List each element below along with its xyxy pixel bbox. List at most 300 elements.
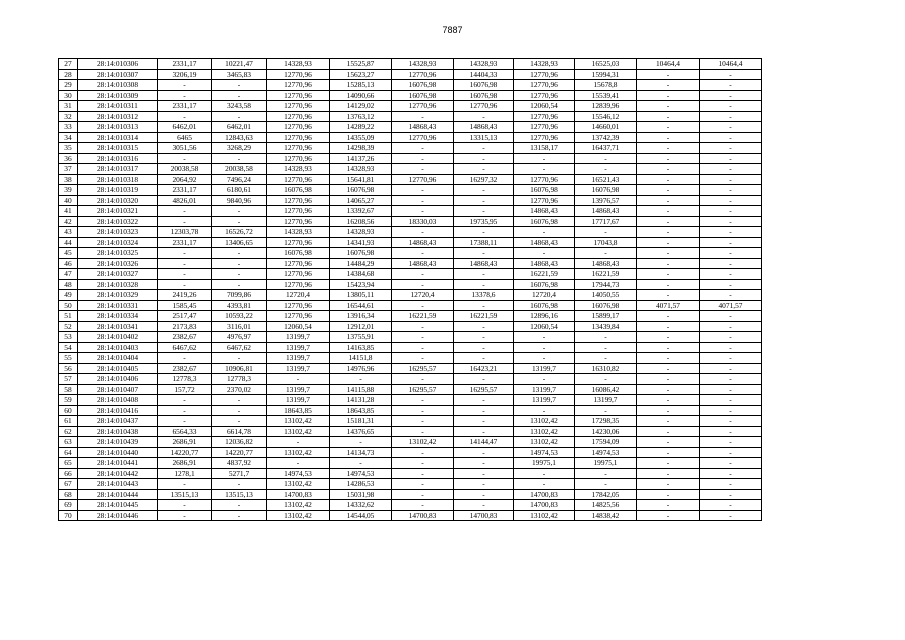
table-cell: - [637, 174, 700, 185]
table-cell: - [700, 342, 762, 353]
table-cell: 12770,96 [267, 153, 330, 164]
table-cell: - [637, 216, 700, 227]
table-cell: 15678,8 [575, 80, 637, 91]
table-cell: 6467,62 [212, 342, 267, 353]
table-cell: - [392, 143, 454, 154]
table-cell: - [575, 468, 637, 479]
table-row [59, 374, 762, 385]
table-cell: - [212, 153, 267, 164]
table-row [59, 132, 762, 143]
table-cell: - [158, 405, 212, 416]
table-cell: - [700, 237, 762, 248]
table-cell: 28 [59, 69, 78, 80]
table-cell: - [212, 269, 267, 280]
table-row [59, 174, 762, 185]
table-cell: 66 [59, 468, 78, 479]
table-cell: 2331,17 [158, 185, 212, 196]
table-cell: 16076,98 [454, 90, 514, 101]
table-cell: 14976,96 [330, 363, 392, 374]
table-cell: 12036,82 [212, 437, 267, 448]
table-cell: 16076,98 [575, 185, 637, 196]
table-cell: 13976,57 [575, 195, 637, 206]
table-cell: 55 [59, 353, 78, 364]
table-cell: - [637, 458, 700, 469]
table-cell: - [514, 153, 575, 164]
table-row [59, 332, 762, 343]
table-cell: 18330,03 [392, 216, 454, 227]
table-cell: - [514, 227, 575, 238]
table-cell: 12770,96 [267, 80, 330, 91]
table-cell: - [514, 468, 575, 479]
table-cell: 12770,96 [267, 258, 330, 269]
table-cell: 28:14:010439 [78, 437, 158, 448]
table-cell: 28:14:010318 [78, 174, 158, 185]
table-row [59, 122, 762, 133]
table-cell: 16076,98 [514, 216, 575, 227]
table-cell: 6462,01 [212, 122, 267, 133]
table-cell: - [575, 332, 637, 343]
table-row [59, 258, 762, 269]
table-cell: 1585,45 [158, 300, 212, 311]
table-cell: - [637, 426, 700, 437]
table-cell: - [392, 447, 454, 458]
table-cell: 28:14:010321 [78, 206, 158, 217]
table-row [59, 363, 762, 374]
table-cell: 28:14:010446 [78, 510, 158, 521]
table-cell: 2331,17 [158, 237, 212, 248]
table-row [59, 405, 762, 416]
table-cell: - [700, 311, 762, 322]
table-cell: - [454, 279, 514, 290]
table-cell: 12896,16 [514, 311, 575, 322]
table-cell: - [700, 195, 762, 206]
table-cell: 14115,88 [330, 384, 392, 395]
table-cell: 16437,71 [575, 143, 637, 154]
table-cell: 28:14:010323 [78, 227, 158, 238]
table-cell: 28:14:010341 [78, 321, 158, 332]
table-cell: 17842,05 [575, 489, 637, 500]
table-cell: 44 [59, 237, 78, 248]
table-cell: - [637, 374, 700, 385]
table-cell: - [575, 353, 637, 364]
table-cell: - [700, 174, 762, 185]
table-cell: - [212, 353, 267, 364]
table-cell: - [700, 143, 762, 154]
table-cell: - [158, 111, 212, 122]
table-cell: 13755,91 [330, 332, 392, 343]
table-cell: 14286,53 [330, 479, 392, 490]
table-cell: 28:14:010315 [78, 143, 158, 154]
table-row [59, 489, 762, 500]
table-cell: 2331,17 [158, 101, 212, 112]
table-cell: - [700, 132, 762, 143]
table-cell: - [158, 416, 212, 427]
table-cell: 14328,93 [267, 227, 330, 238]
table-cell: - [392, 374, 454, 385]
table-cell: - [700, 122, 762, 133]
table-cell: - [575, 227, 637, 238]
table-cell: - [637, 332, 700, 343]
table-cell: - [575, 374, 637, 385]
table-cell: 4826,01 [158, 195, 212, 206]
table-cell: - [700, 500, 762, 511]
table-cell: 67 [59, 479, 78, 490]
table-cell: - [637, 101, 700, 112]
table-cell: 14144,47 [454, 437, 514, 448]
table-cell: - [454, 111, 514, 122]
table-cell: 12303,78 [158, 227, 212, 238]
table-cell: 28:14:010444 [78, 489, 158, 500]
table-cell: 52 [59, 321, 78, 332]
table-cell: 16423,21 [454, 363, 514, 374]
table-cell: - [392, 342, 454, 353]
table-cell: - [330, 458, 392, 469]
table-cell: 12770,96 [392, 174, 454, 185]
table-cell: - [454, 468, 514, 479]
table-cell: 14868,43 [392, 122, 454, 133]
table-cell: 13158,17 [514, 143, 575, 154]
table-cell: 12770,96 [514, 80, 575, 91]
table-cell: - [158, 153, 212, 164]
table-cell: - [637, 363, 700, 374]
table-cell: 13102,42 [392, 437, 454, 448]
table-cell: - [158, 510, 212, 521]
table-row [59, 458, 762, 469]
table-cell: 28:14:010403 [78, 342, 158, 353]
table-cell: 28:14:010407 [78, 384, 158, 395]
table-cell: - [637, 195, 700, 206]
table-cell: - [575, 248, 637, 259]
table-cell: - [392, 500, 454, 511]
table-cell: 28:14:010312 [78, 111, 158, 122]
table-cell: 16086,42 [575, 384, 637, 395]
table-cell: 12770,96 [267, 69, 330, 80]
table-cell: 31 [59, 101, 78, 112]
table-cell: 13378,6 [454, 290, 514, 301]
table-row [59, 479, 762, 490]
table-cell: 28:14:010328 [78, 279, 158, 290]
table-cell: 28:14:010307 [78, 69, 158, 80]
table-cell: - [212, 258, 267, 269]
table-cell: 14868,43 [514, 258, 575, 269]
table-cell: 16297,32 [454, 174, 514, 185]
table-cell: 2382,67 [158, 332, 212, 343]
table-row [59, 216, 762, 227]
table-cell: - [454, 416, 514, 427]
table-cell: - [392, 279, 454, 290]
table-cell: 50 [59, 300, 78, 311]
table-cell: 28:14:010438 [78, 426, 158, 437]
table-cell: 2173,83 [158, 321, 212, 332]
table-cell: - [392, 164, 454, 175]
table-cell: - [575, 405, 637, 416]
table-cell: 9840,96 [212, 195, 267, 206]
table-cell: - [158, 90, 212, 101]
table-cell: 12770,96 [267, 300, 330, 311]
table-cell: 6614,78 [212, 426, 267, 437]
table-cell: - [158, 80, 212, 91]
table-cell: 14230,06 [575, 426, 637, 437]
table-cell: 16076,98 [267, 248, 330, 259]
table-cell: 13199,7 [267, 353, 330, 364]
table-cell: - [454, 374, 514, 385]
table-cell: - [454, 227, 514, 238]
table-cell: - [637, 321, 700, 332]
table-cell: - [392, 269, 454, 280]
table-cell: 16221,59 [575, 269, 637, 280]
table-cell: - [637, 489, 700, 500]
table-cell: 16076,98 [330, 248, 392, 259]
table-cell: 12770,96 [514, 69, 575, 80]
table-cell: 19975,1 [575, 458, 637, 469]
table-cell: - [700, 489, 762, 500]
table-cell: 14868,43 [392, 237, 454, 248]
table-cell: 28:14:010311 [78, 101, 158, 112]
table-cell: 12770,96 [514, 195, 575, 206]
table-cell: - [392, 416, 454, 427]
table-cell: 14090,66 [330, 90, 392, 101]
table-cell: - [514, 353, 575, 364]
table-cell: - [392, 153, 454, 164]
table-cell: 28:14:010406 [78, 374, 158, 385]
table-cell: 27 [59, 59, 78, 70]
table-body [59, 59, 762, 521]
table-cell: 13102,42 [267, 447, 330, 458]
table-cell: 61 [59, 416, 78, 427]
table-cell: 15899,17 [575, 311, 637, 322]
table-row [59, 311, 762, 322]
table-cell: - [575, 342, 637, 353]
table-cell: 14974,53 [330, 468, 392, 479]
table-cell: 13199,7 [575, 395, 637, 406]
table-cell: - [637, 132, 700, 143]
table-cell: - [454, 248, 514, 259]
table-cell: 1278,1 [158, 468, 212, 479]
table-cell: 12770,96 [514, 174, 575, 185]
table-cell: 14868,43 [514, 237, 575, 248]
table-cell: 17388,11 [454, 237, 514, 248]
table-cell: 12770,96 [267, 237, 330, 248]
table-cell: - [514, 332, 575, 343]
table-cell: 14137,26 [330, 153, 392, 164]
table-cell: 2331,17 [158, 59, 212, 70]
table-cell: 15423,94 [330, 279, 392, 290]
table-cell: 28:14:010324 [78, 237, 158, 248]
table-cell: 12060,54 [514, 101, 575, 112]
table-cell: - [637, 80, 700, 91]
table-cell: 35 [59, 143, 78, 154]
table-cell: - [700, 227, 762, 238]
table-cell: - [637, 143, 700, 154]
table-cell: - [212, 279, 267, 290]
table-cell: 17043,8 [575, 237, 637, 248]
table-cell: - [700, 458, 762, 469]
table-cell: - [637, 153, 700, 164]
table-row [59, 101, 762, 112]
table-cell: 13439,84 [575, 321, 637, 332]
table-cell: - [392, 395, 454, 406]
table-cell: - [158, 500, 212, 511]
table-cell: - [637, 258, 700, 269]
table-cell: 28:14:010442 [78, 468, 158, 479]
table-cell: 14868,43 [514, 206, 575, 217]
table-cell: 14220,77 [212, 447, 267, 458]
table-cell: 14289,22 [330, 122, 392, 133]
table-cell: 28:14:010322 [78, 216, 158, 227]
table-cell: - [514, 479, 575, 490]
table-row [59, 69, 762, 80]
table-cell: 65 [59, 458, 78, 469]
table-cell: 34 [59, 132, 78, 143]
table-cell: 12839,96 [575, 101, 637, 112]
table-cell: - [700, 468, 762, 479]
table-row [59, 447, 762, 458]
table-cell: - [700, 384, 762, 395]
table-cell: 42 [59, 216, 78, 227]
table-row [59, 426, 762, 437]
table-cell: - [637, 384, 700, 395]
table-cell: - [637, 122, 700, 133]
table-cell: - [158, 248, 212, 259]
table-cell: 15285,13 [330, 80, 392, 91]
table-cell: 3051,56 [158, 143, 212, 154]
table-cell: - [454, 185, 514, 196]
table-cell: 16076,98 [330, 185, 392, 196]
table-cell: - [392, 300, 454, 311]
table-cell: 13199,7 [267, 363, 330, 374]
table-cell: 17594,09 [575, 437, 637, 448]
table-cell: - [700, 447, 762, 458]
table-cell: - [392, 405, 454, 416]
table-cell: 28:14:010441 [78, 458, 158, 469]
table-cell: - [454, 342, 514, 353]
table-cell: 28:14:010416 [78, 405, 158, 416]
table-cell: 15994,31 [575, 69, 637, 80]
table-cell: 15525,87 [330, 59, 392, 70]
table-cell: 14868,43 [575, 206, 637, 217]
table-cell: 12770,96 [267, 122, 330, 133]
table-cell: - [454, 489, 514, 500]
table-cell: - [637, 395, 700, 406]
table-cell: - [700, 111, 762, 122]
table-cell: - [514, 164, 575, 175]
table-cell: - [212, 206, 267, 217]
table-cell: 28:14:010443 [78, 479, 158, 490]
table-cell: 28:14:010440 [78, 447, 158, 458]
table-cell: 14700,83 [454, 510, 514, 521]
table-cell: 13199,7 [267, 395, 330, 406]
table-cell: 13102,42 [267, 510, 330, 521]
table-cell: 12770,96 [267, 269, 330, 280]
table-cell: 14328,93 [454, 59, 514, 70]
table-cell: 12770,96 [267, 90, 330, 101]
table-cell: - [575, 164, 637, 175]
table-cell: - [392, 206, 454, 217]
table-cell: - [454, 479, 514, 490]
table-cell: 41 [59, 206, 78, 217]
table-cell: 13199,7 [514, 384, 575, 395]
table-cell: 12060,54 [514, 321, 575, 332]
table-cell: 13763,12 [330, 111, 392, 122]
table-cell: 12843,63 [212, 132, 267, 143]
table-cell: - [454, 153, 514, 164]
table-cell: - [158, 269, 212, 280]
table-row [59, 510, 762, 521]
table-cell: 13102,42 [267, 479, 330, 490]
table-cell: 13515,13 [212, 489, 267, 500]
table-cell: 14700,83 [514, 500, 575, 511]
table-cell: - [158, 353, 212, 364]
table-cell: 157,72 [158, 384, 212, 395]
table-cell: 15181,31 [330, 416, 392, 427]
table-cell: - [700, 479, 762, 490]
table-cell: - [637, 353, 700, 364]
table-cell: - [330, 374, 392, 385]
table-cell: 15641,81 [330, 174, 392, 185]
table-cell: 12770,96 [392, 132, 454, 143]
table-cell: 16208,56 [330, 216, 392, 227]
table-cell: - [212, 248, 267, 259]
table-cell: 10464,4 [700, 59, 762, 70]
table-cell: 28:14:010316 [78, 153, 158, 164]
table-cell: 33 [59, 122, 78, 133]
table-cell: 12770,96 [454, 101, 514, 112]
page-number: 7887 [442, 25, 463, 35]
table-cell: 28:14:010331 [78, 300, 158, 311]
table-cell: 7496,24 [212, 174, 267, 185]
table-cell: 12778,3 [212, 374, 267, 385]
table-cell: - [575, 153, 637, 164]
table-cell: 17298,35 [575, 416, 637, 427]
table-cell: - [392, 185, 454, 196]
table-cell: 12770,96 [267, 132, 330, 143]
table-cell: - [700, 353, 762, 364]
table-cell: - [637, 69, 700, 80]
table-cell: 28:14:010437 [78, 416, 158, 427]
table-cell: 14660,01 [575, 122, 637, 133]
table-cell: - [700, 185, 762, 196]
table-cell: - [454, 195, 514, 206]
table-cell: 16076,98 [514, 279, 575, 290]
table-cell: - [454, 300, 514, 311]
table-cell: - [267, 458, 330, 469]
table-cell: 13102,42 [514, 426, 575, 437]
table-cell: 4837,92 [212, 458, 267, 469]
table-cell: 15539,41 [575, 90, 637, 101]
table-cell: 2064,92 [158, 174, 212, 185]
table-cell: 14700,83 [267, 489, 330, 500]
table-cell: - [158, 258, 212, 269]
table-cell: - [575, 479, 637, 490]
table-cell: 16221,59 [514, 269, 575, 280]
table-cell: - [212, 90, 267, 101]
table-cell: 4071,57 [637, 300, 700, 311]
table-cell: - [514, 342, 575, 353]
table-cell: 4393,81 [212, 300, 267, 311]
table-cell: 12770,96 [392, 69, 454, 80]
table-cell: - [392, 195, 454, 206]
table-cell: - [637, 510, 700, 521]
table-cell: 14298,39 [330, 143, 392, 154]
table-cell: - [700, 321, 762, 332]
table-cell: 13742,39 [575, 132, 637, 143]
table-cell: 16076,98 [392, 90, 454, 101]
table-cell: 12770,96 [267, 143, 330, 154]
table-row [59, 290, 762, 301]
table-cell: 14220,77 [158, 447, 212, 458]
table-cell: 12770,96 [514, 122, 575, 133]
table-cell: 13102,42 [514, 510, 575, 521]
